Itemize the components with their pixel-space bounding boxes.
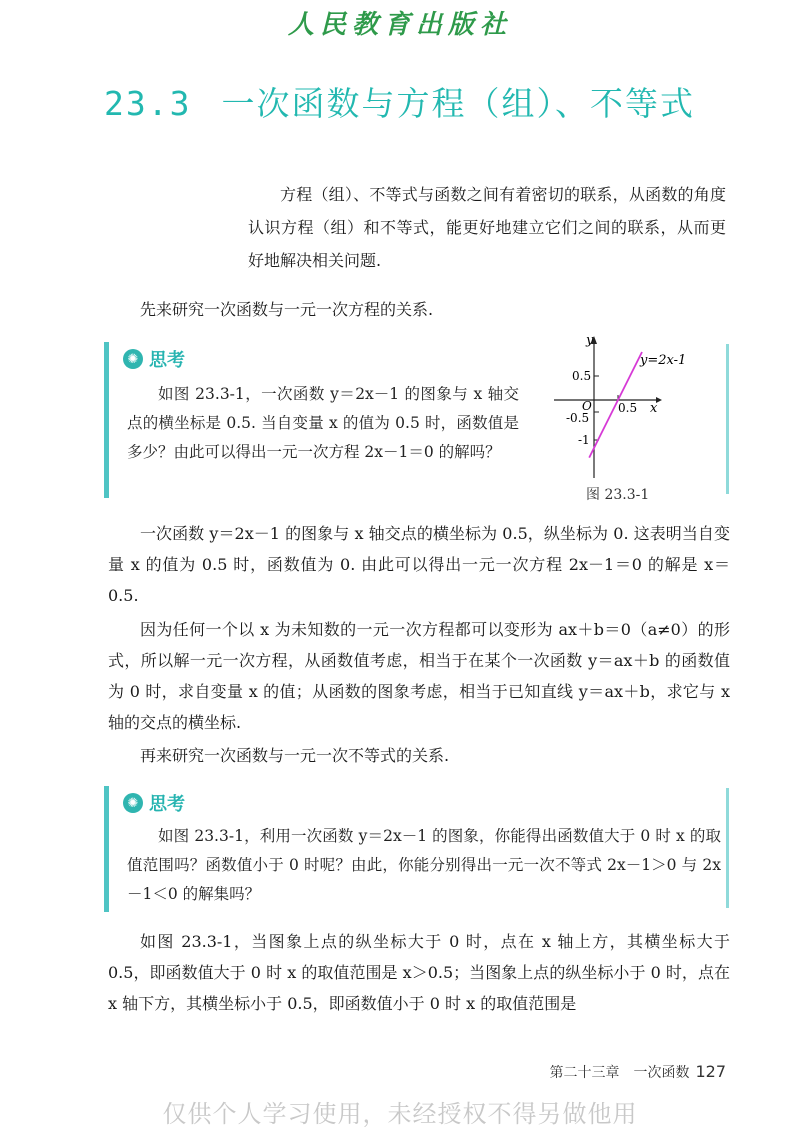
think-box-1: [104, 342, 522, 498]
right-bar-2: [726, 788, 729, 908]
section-title-text: 一次函数与方程（组）、不等式: [221, 84, 695, 123]
watermark: 仅供个人学习使用，未经授权不得另做他用: [162, 1100, 638, 1128]
think-body-1: 如图 23.3-1，一次函数 y＝2x－1 的图象与 x 轴交点的横坐标是 0.5. 当自变量 x 的值为 0.5 时，函数值是多少？由此可以得出一元一次方程 2x－1＝0 的解吗？: [127, 385, 519, 461]
line-label: y=2x-1: [640, 353, 687, 368]
origin-label: O: [582, 399, 592, 413]
think-heading-2: [123, 790, 185, 816]
think-heading-label: 思考: [149, 794, 185, 815]
chapter-label: 第二十三章 一次函数: [549, 1065, 690, 1081]
intro-paragraph: 方程（组）、不等式与函数之间有着密切的联系，从函数的角度认识方程（组）和不等式，能更好地建立它们之间的联系，从而更好地解决相关问题.: [248, 185, 726, 270]
publisher-logo: 人民教育出版社: [287, 10, 512, 40]
page-footer: [549, 1062, 726, 1082]
think-heading-label: 思考: [149, 350, 185, 371]
tick-label-x-pos: 0.5: [618, 401, 638, 415]
section-number: 23.3: [104, 84, 192, 123]
function-graph: [552, 330, 732, 480]
paragraph-4: 再来研究一次函数与一元一次不等式的关系.: [140, 746, 450, 765]
y-axis-label: y: [586, 333, 594, 348]
page-number: 127: [695, 1062, 726, 1081]
tick-label-y-neg-half: -0.5: [566, 411, 590, 425]
tick-label-y-pos: 0.5: [572, 369, 592, 383]
lightbulb-icon: ✺: [123, 793, 143, 813]
paragraph-1: 先来研究一次函数与一元一次方程的关系.: [140, 300, 434, 319]
paragraph-2: 一次函数 y＝2x－1 的图象与 x 轴交点的横坐标为 0.5，纵坐标为 0. 这表明当自变量 x 的值为 0.5 时，函数值为 0. 由此可以得出一元一次方程 2x－1＝0 的解是 x＝0.5.: [108, 524, 730, 605]
think-heading-1: [123, 346, 185, 372]
think-box-2: [104, 786, 729, 912]
lightbulb-icon: ✺: [123, 349, 143, 369]
paragraph-5: 如图 23.3-1，当图象上点的纵坐标大于 0 时，点在 x 轴上方，其横坐标大于 0.5，即函数值大于 0 时 x 的取值范围是 x＞0.5；当图象上点的纵坐标小于 0 时，点在 x 轴下方，其横坐标小于 0.5，即函数值小于 0 时 x 的取值范围是: [108, 932, 730, 1013]
tick-label-y-neg-one: -1: [578, 433, 590, 447]
section-title: [104, 78, 695, 125]
figure-caption: 图 23.3-1: [586, 487, 650, 503]
paragraph-3: 因为任何一个以 x 为未知数的一元一次方程都可以变形为 ax＋b＝0（a≠0）的形式，所以解一元一次方程，从函数值考虑，相当于在某个一次函数 y＝ax＋b 的函数值为 0 时，求自变量 x 的值；从函数的图象考虑，相当于已知直线 y＝ax＋b，求它与 x 轴的交点的横坐标.: [108, 620, 730, 732]
x-axis-label: x: [650, 401, 658, 416]
think-body-2: 如图 23.3-1，利用一次函数 y＝2x－1 的图象，你能得出函数值大于 0 时 x 的取值范围吗？函数值小于 0 时呢？由此，你能分别得出一元一次不等式 2x－1＞0 与 2x－1＜0 的解集吗？: [127, 827, 721, 903]
